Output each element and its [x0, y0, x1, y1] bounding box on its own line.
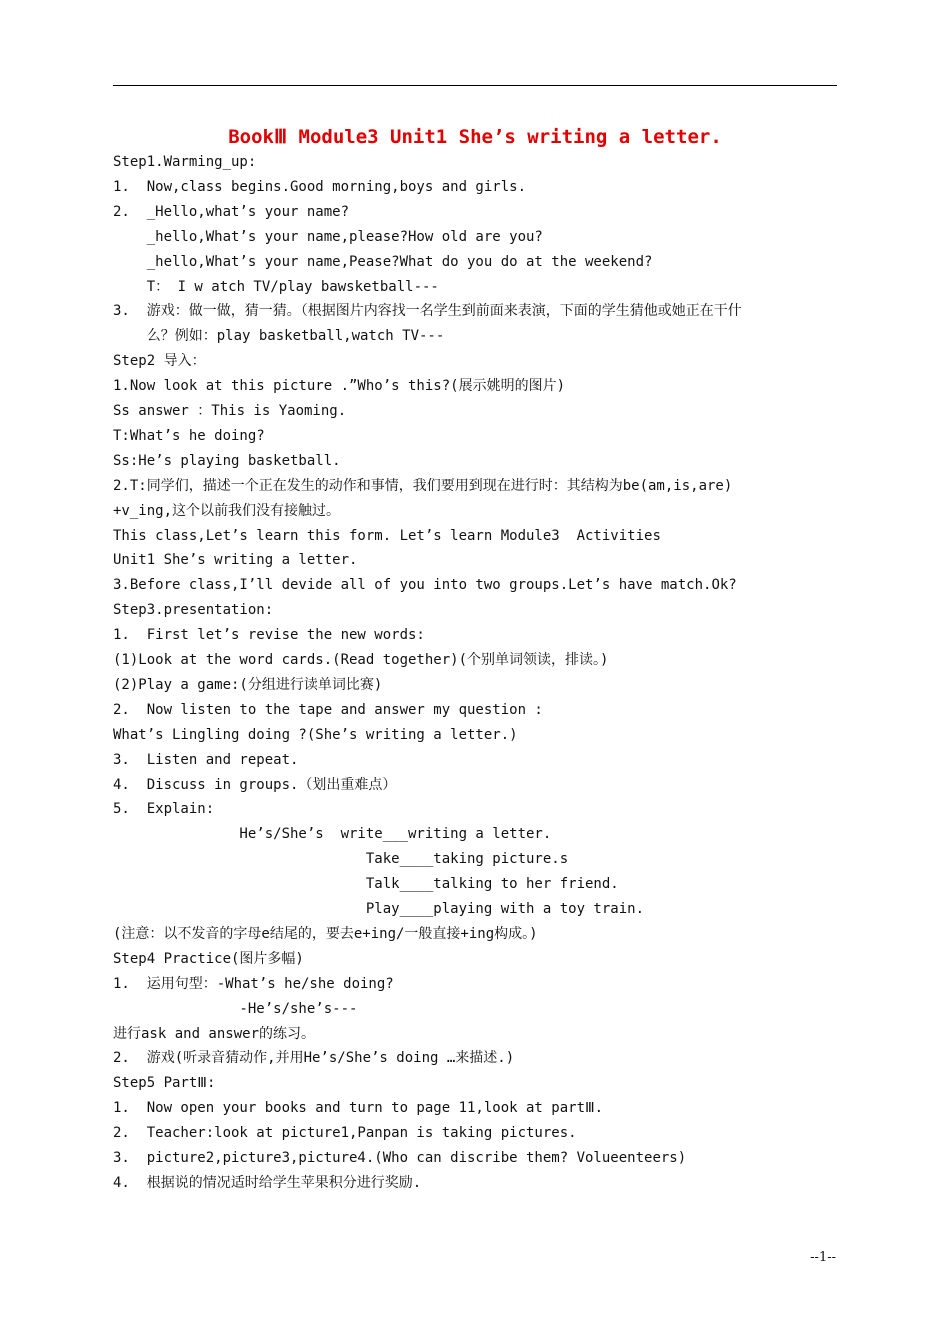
text-line: Step4 Practice(图片多幅) — [113, 950, 304, 967]
text-line: 么？例如：play basketball,watch TV--- — [113, 328, 445, 345]
text-line: This class,Let’s learn this form. Let’s learn Module3 Activities — [113, 527, 661, 544]
text-line: 1. Now open your books and turn to page 11,look at partⅢ. — [113, 1100, 604, 1117]
text-line: 2. _Hello,what’s your name? — [113, 203, 350, 220]
page-number: --1-- — [810, 1250, 836, 1265]
text-line: Talk____talking to her friend. — [113, 876, 619, 893]
text-line: 4. Discuss in groups.（划出重难点） — [113, 776, 397, 793]
text-line: Step5 PartⅢ: — [113, 1075, 216, 1092]
text-line: Step2 导入： — [113, 353, 206, 370]
text-line: (注意：以不发音的字母e结尾的，要去e+ing/一般直接+ing构成。) — [113, 925, 538, 942]
header-rule — [113, 85, 837, 86]
text-line: 1. Now,class begins.Good morning,boys and girls. — [113, 178, 527, 195]
text-line: 1.Now look at this picture .”Who’s this?(展示姚明的图片) — [113, 378, 566, 395]
text-line: +v_ing,这个以前我们没有接触过。 — [113, 502, 341, 519]
text-line: Take____taking picture.s — [113, 851, 569, 868]
text-line: _hello,What’s your name,Pease?What do you do at the weekend? — [113, 253, 653, 270]
text-line: Play____playing with a toy train. — [113, 901, 645, 917]
text-line: Unit1 She’s writing a letter. — [113, 552, 358, 569]
document-title: BookⅢ Module3 Unit1 She’s writing a letter. — [228, 126, 722, 148]
text-line: Step3.presentation: — [113, 602, 274, 619]
text-line: (2)Play a game:(分组进行读单词比赛) — [113, 676, 383, 693]
text-line: 3.Before class,I’ll devide all of you into two groups.Let’s have match.Ok? — [113, 577, 737, 594]
text-line: 2.T:同学们，描述一个正在发生的动作和事情，我们要用到现在进行时：其结构为be(am,is,are) — [113, 477, 733, 494]
text-line: 1. First let’s revise the new words: — [113, 627, 425, 644]
text-line: Ss answer ：This is Yaoming. — [113, 403, 347, 419]
text-line: What’s Lingling doing ?(She’s writing a letter.) — [113, 726, 518, 743]
text-line: 2. 游戏(听录音猜动作,并用He’s/She’s doing …来描述.) — [113, 1050, 515, 1067]
text-line: T:What’s he doing? — [113, 427, 265, 444]
text-line: 2. Now listen to the tape and answer my question : — [113, 701, 543, 718]
text-line: T： I w atch TV/play bawsketball--- — [113, 278, 439, 295]
text-line: _hello,What’s your name,please?How old are you? — [113, 228, 543, 245]
text-line: 2. Teacher:look at picture1,Panpan is taking pictures. — [113, 1125, 577, 1142]
text-line: 1. 运用句型：-What’s he/she doing? — [113, 975, 394, 992]
text-line: 3. Listen and repeat. — [113, 751, 299, 768]
text-line: Ss:He’s playing basketball. — [113, 452, 341, 469]
text-line: 4. 根据说的情况适时给学生苹果积分进行奖励. — [113, 1174, 422, 1191]
text-line: 3. 游戏：做一做，猜一猜。（根据图片内容找一名学生到前面来表演，下面的学生猜他或她正在干什 — [113, 303, 742, 320]
text-line: He’s/She’s write___writing a letter. — [113, 826, 552, 843]
text-line: Step1.Warming_up: — [113, 154, 257, 170]
text-line: 进行ask and answer的练习。 — [113, 1025, 316, 1042]
text-line: 5. Explain: — [113, 801, 215, 818]
text-line: (1)Look at the word cards.(Read together)(个别单词领读，排读。) — [113, 652, 609, 668]
text-line: -He’s/she’s--- — [113, 1000, 358, 1017]
text-line: 3. picture2,picture3,picture4.(Who can discribe them? Volueenteers) — [113, 1150, 687, 1166]
